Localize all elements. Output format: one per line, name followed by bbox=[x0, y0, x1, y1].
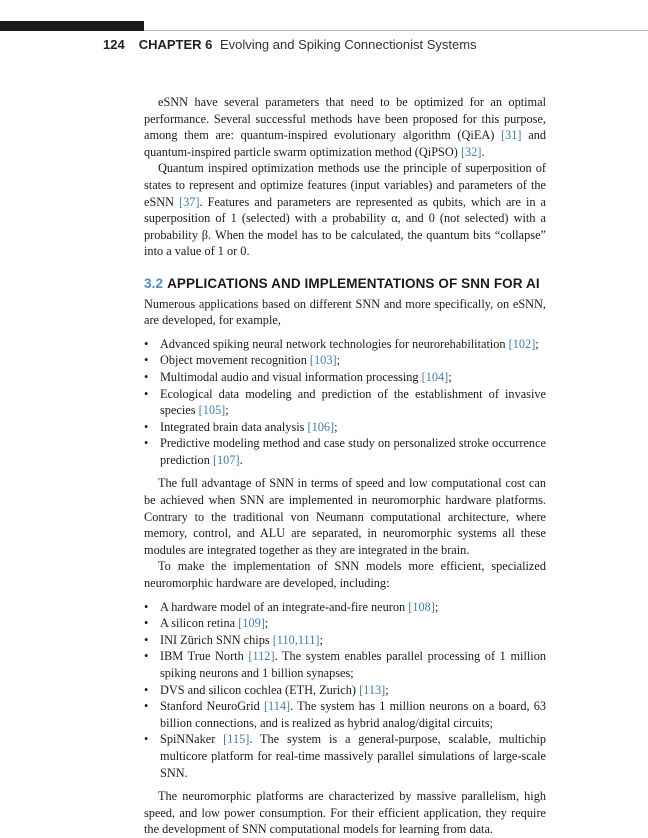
list-item bbox=[144, 435, 546, 468]
list-text: Object movement recognition bbox=[160, 353, 310, 368]
paragraph-quantum bbox=[144, 160, 546, 260]
paragraph-neuromorphic: The full advantage of SNN in terms of speed and low computational cost can be achieved when SNN are implemented in neuromorphic hardware platforms. Contrary to the traditional von Neumann computational architecture, where memory, control, and ALU are separated, in neuromorphic systems all these modules are integrated together as they are integrated in the brain. bbox=[144, 476, 546, 557]
citation-link[interactable]: [37] bbox=[179, 194, 200, 209]
list-text: INI Zürich SNN chips bbox=[160, 632, 273, 647]
citation-link[interactable]: [113] bbox=[359, 682, 386, 697]
list-text: Multimodal audio and visual information processing bbox=[160, 369, 422, 384]
list-item bbox=[144, 386, 546, 419]
citation-link[interactable]: [112] bbox=[248, 649, 275, 664]
list-item bbox=[144, 632, 546, 649]
list-item bbox=[144, 682, 546, 699]
bullet-icon: • bbox=[144, 682, 149, 697]
applications-list bbox=[144, 336, 546, 469]
section-number: 3.2 bbox=[144, 275, 164, 291]
citation-link[interactable]: [106] bbox=[307, 419, 335, 434]
bullet-icon: • bbox=[144, 336, 149, 351]
chapter-label: CHAPTER 6 bbox=[138, 37, 213, 52]
paragraph-applications: Numerous applications based on different SNN and more specifically, on eSNN, are developed, for example, bbox=[144, 296, 546, 328]
list-item bbox=[144, 369, 546, 386]
citation-link[interactable]: [31] bbox=[501, 128, 522, 143]
citation-link[interactable]: [110,111] bbox=[272, 632, 320, 647]
list-text: ; bbox=[448, 369, 452, 384]
paragraph-hardware: To make the implementation of SNN models more efficient, specialized neuromorphic hardware are developed, including: bbox=[144, 559, 546, 591]
citation-link[interactable]: [32] bbox=[460, 144, 482, 159]
citation-link[interactable]: [109] bbox=[238, 616, 265, 631]
text-span: eSNN have several parameters that need to be optimized for an optimal performance. Several successful methods have been proposed for this purpose, among them are: quantum-inspired evolutionary algorithm (QiEA) bbox=[144, 95, 546, 143]
list-text: Predictive modeling method and case study on personalized stroke occurrence prediction bbox=[160, 436, 546, 467]
bullet-icon: • bbox=[144, 353, 149, 368]
list-text: DVS and silicon cochlea (ETH, Zurich) bbox=[160, 682, 360, 697]
bullet-icon: • bbox=[144, 419, 149, 434]
citation-link[interactable]: [114] bbox=[263, 699, 291, 714]
list-item bbox=[144, 615, 546, 632]
running-header bbox=[103, 37, 477, 52]
list-text: . The system is a general-purpose, scalable, multichip multicore platform for real-time massively parallel simulations of large-scale SNN. bbox=[160, 732, 546, 780]
list-text: . The system has 1 million neurons on a board, 63 billion connections, and is realized as hybrid analog/digital circuits; bbox=[160, 699, 546, 730]
bullet-icon: • bbox=[144, 732, 149, 747]
list-text: ; bbox=[385, 682, 389, 697]
list-text: Ecological data modeling and prediction of the establishment of invasive species bbox=[160, 386, 546, 418]
citation-link[interactable]: [108] bbox=[408, 599, 435, 614]
hardware-list bbox=[144, 599, 546, 782]
list-text: A silicon retina bbox=[160, 616, 239, 631]
list-item bbox=[144, 599, 546, 616]
page-number: 124 bbox=[103, 37, 125, 52]
list-text: ; bbox=[535, 336, 539, 351]
bullet-icon: • bbox=[144, 599, 149, 614]
list-text: ; bbox=[334, 419, 338, 434]
citation-link[interactable]: [104] bbox=[421, 369, 449, 384]
list-item bbox=[144, 336, 546, 353]
bullet-icon: • bbox=[144, 436, 149, 451]
bullet-icon: • bbox=[144, 632, 149, 647]
list-text: Integrated brain data analysis bbox=[160, 419, 308, 434]
list-item bbox=[144, 731, 546, 781]
section-heading bbox=[144, 276, 546, 293]
citation-link[interactable]: [102] bbox=[508, 336, 536, 351]
section-title: APPLICATIONS AND IMPLEMENTATIONS OF SNN FOR AI bbox=[167, 275, 540, 291]
list-text: . The system enables parallel processing of 1 million spiking neurons and 1 billion synapses; bbox=[160, 649, 546, 680]
header-rule bbox=[144, 30, 648, 31]
list-text: A hardware model of an integrate-and-fire neuron bbox=[160, 599, 409, 614]
list-item bbox=[144, 352, 546, 369]
chapter-title: Evolving and Spiking Connectionist Systems bbox=[220, 37, 477, 52]
list-item bbox=[144, 419, 546, 436]
list-text: ; bbox=[225, 403, 229, 418]
bullet-icon: • bbox=[144, 649, 149, 664]
list-text: IBM True North bbox=[160, 649, 249, 664]
list-text: SpiNNaker bbox=[160, 732, 224, 747]
bullet-icon: • bbox=[144, 369, 149, 384]
list-text: Advanced spiking neural network technologies for neurorehabilitation bbox=[160, 336, 509, 351]
page-body bbox=[144, 94, 546, 838]
list-text: Stanford NeuroGrid bbox=[160, 699, 264, 714]
list-text: ; bbox=[336, 353, 340, 368]
text-span: Quantum inspired optimization methods use the principle of superposition of states to represent and optimize features (input variables) and parameters of the eSNN bbox=[144, 161, 546, 209]
bullet-icon: • bbox=[144, 616, 149, 631]
bullet-icon: • bbox=[144, 699, 149, 714]
list-text: ; bbox=[264, 616, 269, 631]
list-text: ; bbox=[319, 632, 323, 647]
citation-link[interactable]: [103] bbox=[309, 353, 337, 368]
citation-link[interactable]: [115] bbox=[223, 732, 250, 747]
paragraph-platforms: The neuromorphic platforms are characterized by massive parallelism, high speed, and low power consumption. For their efficient application, they require the development of SNN computational models for learning from data. bbox=[144, 789, 546, 837]
bullet-icon: • bbox=[144, 386, 149, 401]
citation-link[interactable]: [105] bbox=[198, 403, 226, 418]
list-item bbox=[144, 698, 546, 731]
text-span: and quantum-inspired particle swarm optimization method (QiPSO) bbox=[144, 128, 546, 159]
text-span: . Features and parameters are represented as qubits, which are in a superposition of 1 (selected) with a probability α, and 0 (not selected) with a probability β. When the model has to be calculated, the quantum bits “collapse” into a value of 1 or 0. bbox=[144, 194, 546, 259]
list-text: . bbox=[239, 452, 243, 467]
text-span: . bbox=[481, 144, 485, 159]
paragraph-esnn-params bbox=[144, 94, 546, 160]
list-text: ; bbox=[434, 599, 439, 614]
header-bar bbox=[0, 21, 144, 31]
list-item bbox=[144, 648, 546, 681]
citation-link[interactable]: [107] bbox=[212, 452, 240, 467]
